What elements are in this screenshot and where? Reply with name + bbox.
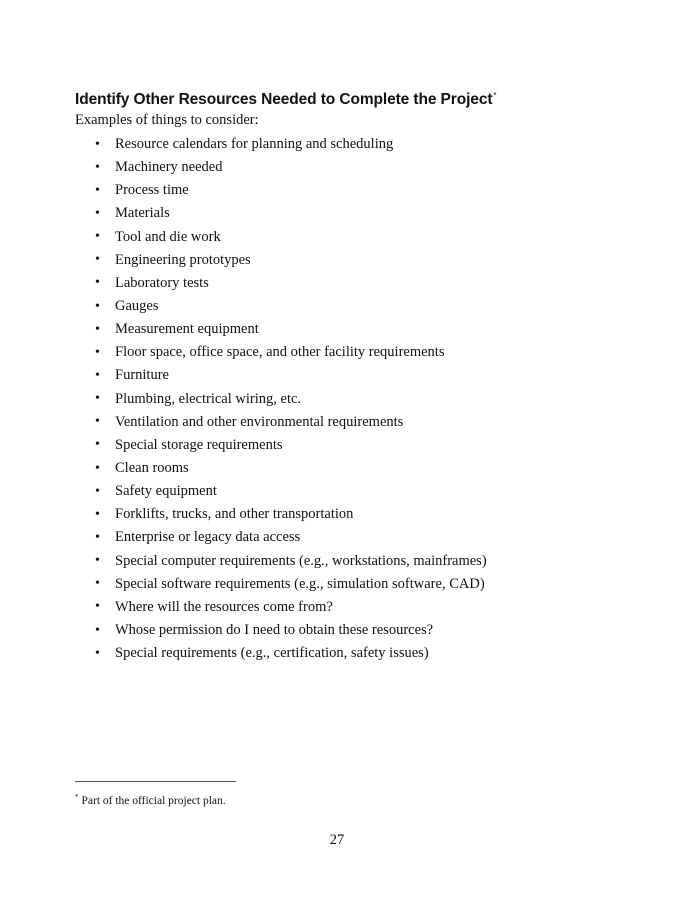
list-item-text: Whose permission do I need to obtain these resources?: [115, 621, 434, 638]
list-item-text: Special software requirements (e.g., simulation software, CAD): [115, 575, 485, 592]
list-item-text: Special storage requirements: [115, 436, 283, 453]
list-item: [95, 295, 487, 318]
list-item: [95, 434, 487, 457]
bullet-icon: •: [95, 553, 100, 569]
bullet-icon: •: [95, 460, 100, 476]
bullet-icon: •: [95, 344, 100, 360]
list-item: [95, 133, 487, 156]
list-item-text: Laboratory tests: [115, 274, 209, 291]
bullet-icon: •: [95, 367, 100, 383]
footnote-text: Part of the official project plan.: [81, 794, 226, 807]
bullet-icon: •: [95, 599, 100, 615]
bullet-icon: •: [95, 182, 100, 198]
list-item-text: Clean rooms: [115, 459, 189, 476]
list-item-text: Enterprise or legacy data access: [115, 529, 301, 546]
list-item-text: Ventilation and other environmental requirements: [115, 413, 404, 430]
list-item: [95, 411, 487, 434]
footnote-divider: [75, 781, 236, 782]
bullet-icon: •: [95, 529, 100, 545]
footnote-mark: *: [75, 793, 79, 801]
bullet-icon: •: [95, 506, 100, 522]
bullet-icon: •: [95, 275, 100, 291]
list-item-text: Machinery needed: [115, 159, 223, 176]
list-item: [95, 179, 487, 202]
bullet-icon: •: [95, 298, 100, 314]
footnote: [75, 793, 226, 807]
list-item-text: Special computer requirements (e.g., workstations, mainframes): [115, 552, 487, 569]
list-item-text: Plumbing, electrical wiring, etc.: [115, 390, 302, 407]
bullet-icon: •: [95, 645, 100, 661]
list-item-text: Measurement equipment: [115, 321, 259, 338]
bullet-icon: •: [95, 205, 100, 221]
bullet-icon: •: [95, 576, 100, 592]
list-item-text: Process time: [115, 182, 189, 199]
list-item: [95, 457, 487, 480]
bullet-icon: •: [95, 252, 100, 268]
resource-list: [95, 133, 487, 665]
list-item-text: Tool and die work: [115, 228, 221, 245]
list-item: [95, 619, 487, 642]
list-item-text: Furniture: [115, 367, 169, 384]
bullet-icon: •: [95, 391, 100, 407]
list-item-text: Safety equipment: [115, 483, 217, 500]
list-item: [95, 226, 487, 249]
bullet-icon: •: [95, 321, 100, 337]
list-item-text: Resource calendars for planning and scheduling: [115, 136, 394, 152]
list-item-text: Engineering prototypes: [115, 251, 251, 268]
list-item-text: Materials: [115, 205, 170, 222]
list-item: [95, 156, 487, 179]
list-item: [95, 526, 487, 549]
list-item-text: Gauges: [115, 297, 159, 314]
intro-text: Examples of things to consider:: [75, 112, 259, 128]
list-item: [95, 503, 487, 526]
list-item: [95, 642, 487, 665]
bullet-icon: •: [95, 622, 100, 638]
list-item: [95, 318, 487, 341]
bullet-icon: •: [95, 483, 100, 499]
bullet-icon: •: [95, 229, 100, 245]
list-item: [95, 388, 487, 411]
list-item: [95, 249, 487, 272]
list-item-text: Where will the resources come from?: [115, 598, 333, 615]
list-item: [95, 364, 487, 387]
list-item: [95, 550, 487, 573]
list-item-text: Forklifts, trucks, and other transportation: [115, 506, 354, 523]
list-item-text: Floor space, office space, and other facility requirements: [115, 344, 445, 361]
bullet-icon: •: [95, 437, 100, 453]
list-item-text: Special requirements (e.g., certification, safety issues): [115, 645, 429, 662]
page-number: 27: [329, 832, 345, 848]
list-item: [95, 573, 487, 596]
bullet-icon: •: [95, 414, 100, 430]
list-item: [95, 341, 487, 364]
section-heading: [75, 91, 496, 109]
section-heading-text: Identify Other Resources Needed to Complete the Project: [75, 91, 493, 109]
list-item: [95, 596, 487, 619]
list-item: [95, 202, 487, 225]
heading-footnote-mark: *: [493, 91, 497, 100]
list-item: [95, 272, 487, 295]
bullet-icon: •: [95, 159, 100, 175]
list-item: [95, 480, 487, 503]
bullet-icon: •: [95, 136, 100, 152]
